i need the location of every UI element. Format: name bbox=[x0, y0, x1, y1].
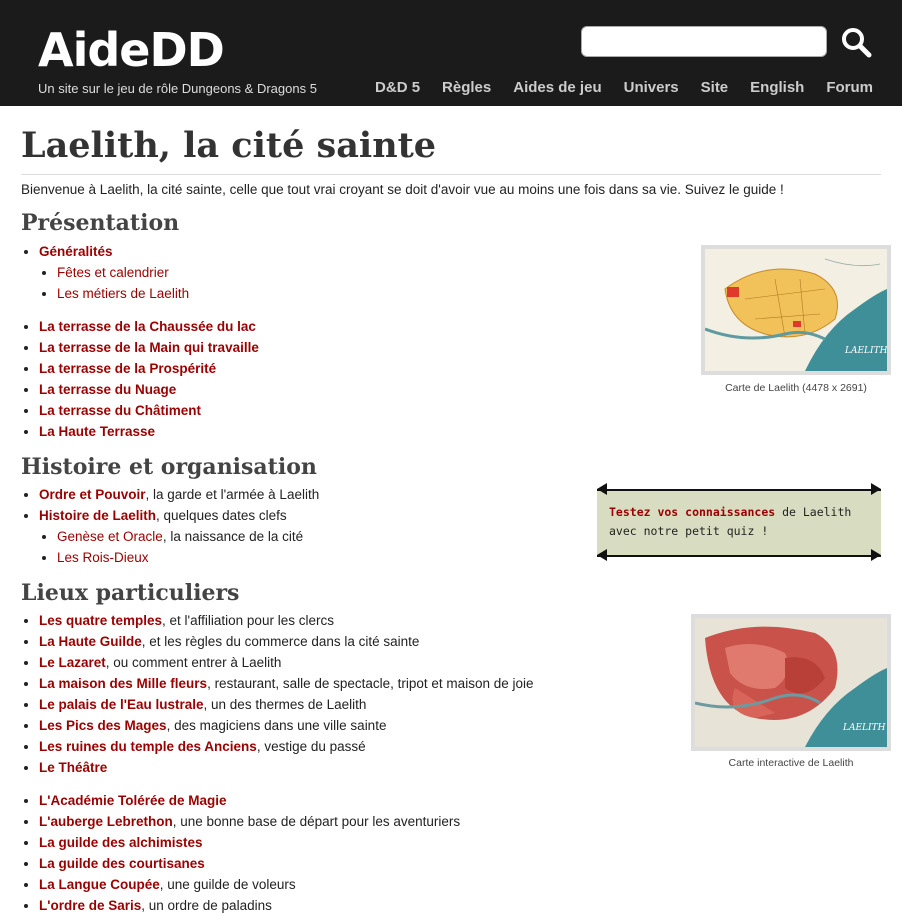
list-item bbox=[39, 673, 534, 694]
item-desc: , des magiciens dans une ville sainte bbox=[166, 718, 387, 733]
item-desc: , quelques dates clefs bbox=[156, 508, 287, 523]
map-thumbnail[interactable] bbox=[701, 245, 891, 375]
quiz-arrows-icon bbox=[597, 482, 881, 562]
list-item bbox=[39, 505, 319, 568]
link-terrasse-2[interactable]: La terrasse de la Main qui travaille bbox=[39, 340, 259, 355]
list-item bbox=[39, 895, 460, 916]
item-desc: , ou comment entrer à Laelith bbox=[105, 655, 282, 670]
link-ruines[interactable]: Les ruines du temple des Anciens bbox=[39, 739, 257, 754]
list-item bbox=[39, 694, 534, 715]
nav-forum[interactable]: Forum bbox=[826, 79, 873, 96]
heading-lieux: Lieux particuliers bbox=[21, 580, 240, 606]
list-item bbox=[39, 337, 259, 358]
link-lazaret[interactable]: Le Lazaret bbox=[39, 655, 106, 670]
link-mille-fleurs[interactable]: La maison des Mille fleurs bbox=[39, 676, 208, 691]
site-tagline: Un site sur le jeu de rôle Dungeons & Dragons 5 bbox=[38, 81, 317, 96]
list-histoire bbox=[21, 484, 319, 568]
link-rois-dieux[interactable]: Les Rois-Dieux bbox=[57, 550, 149, 565]
main-nav bbox=[353, 79, 873, 96]
map-caption: Carte de Laelith (4478 x 2691) bbox=[725, 382, 867, 394]
list-item bbox=[39, 241, 189, 304]
list-item bbox=[57, 283, 189, 304]
list-lieux-2 bbox=[21, 790, 460, 916]
list-item bbox=[57, 262, 189, 283]
link-courtisanes[interactable]: La guilde des courtisanes bbox=[39, 856, 205, 871]
link-ordre-pouvoir[interactable]: Ordre et Pouvoir bbox=[39, 487, 146, 502]
interactive-map-image bbox=[695, 618, 887, 747]
item-desc: , vestige du passé bbox=[256, 739, 366, 754]
link-genese[interactable]: Genèse et Oracle bbox=[57, 529, 163, 544]
link-terrasse-5[interactable]: La terrasse du Châtiment bbox=[39, 403, 202, 418]
link-alchimistes[interactable]: La guilde des alchimistes bbox=[39, 835, 203, 850]
nav-site[interactable]: Site bbox=[700, 79, 729, 96]
list-item bbox=[39, 400, 259, 421]
map-label: LAELITH bbox=[845, 346, 887, 356]
interactive-map-thumbnail[interactable] bbox=[691, 614, 891, 751]
site-logo[interactable]: AideDD bbox=[38, 23, 224, 77]
item-desc: , et l'affiliation pour les clercs bbox=[162, 613, 334, 628]
link-generalites[interactable]: Généralités bbox=[39, 244, 113, 259]
heading-presentation: Présentation bbox=[21, 210, 180, 236]
list-item bbox=[39, 757, 534, 778]
list-lieux bbox=[21, 610, 534, 778]
intro-text: Bienvenue à Laelith, la cité sainte, celle que tout vrai croyant se doit d'avoir vue au moins une fois dans sa vie. Suivez le guide ! bbox=[21, 182, 784, 197]
sublist-generalites bbox=[39, 262, 189, 304]
list-item bbox=[39, 484, 319, 505]
link-academie[interactable]: L'Académie Tolérée de Magie bbox=[39, 793, 227, 808]
list-item bbox=[39, 715, 534, 736]
heading-histoire: Histoire et organisation bbox=[21, 454, 317, 480]
link-terrasse-4[interactable]: La terrasse du Nuage bbox=[39, 382, 177, 397]
list-item bbox=[39, 736, 534, 757]
site-header bbox=[0, 0, 902, 106]
link-temples[interactable]: Les quatre temples bbox=[39, 613, 163, 628]
link-terrasse-1[interactable]: La terrasse de la Chaussée du lac bbox=[39, 319, 256, 334]
list-item bbox=[39, 631, 534, 652]
list-item bbox=[39, 874, 460, 895]
link-saris[interactable]: L'ordre de Saris bbox=[39, 898, 142, 913]
list-item bbox=[57, 526, 319, 547]
list-item bbox=[39, 316, 259, 337]
link-haute-guilde[interactable]: La Haute Guilde bbox=[39, 634, 142, 649]
link-langue-coupee[interactable]: La Langue Coupée bbox=[39, 877, 160, 892]
page-title: Laelith, la cité sainte bbox=[21, 122, 881, 175]
quiz-text: de Laelith avec notre petit quiz ! bbox=[609, 505, 852, 538]
item-desc: , une guilde de voleurs bbox=[159, 877, 296, 892]
link-fetes[interactable]: Fêtes et calendrier bbox=[57, 265, 169, 280]
item-desc: , un des thermes de Laelith bbox=[203, 697, 367, 712]
link-auberge[interactable]: L'auberge Lebrethon bbox=[39, 814, 173, 829]
search-icon[interactable] bbox=[840, 26, 872, 58]
link-pics-mages[interactable]: Les Pics des Mages bbox=[39, 718, 167, 733]
city-map-image bbox=[705, 249, 887, 371]
list-item bbox=[39, 379, 259, 400]
link-terrasse-6[interactable]: La Haute Terrasse bbox=[39, 424, 156, 439]
item-desc: , restaurant, salle de spectacle, tripot et maison de joie bbox=[207, 676, 534, 691]
nav-regles[interactable]: Règles bbox=[442, 79, 492, 96]
list-item bbox=[39, 832, 460, 853]
quiz-link[interactable]: Testez vos connaissances bbox=[609, 505, 776, 519]
item-desc: , une bonne base de départ pour les aventuriers bbox=[172, 814, 461, 829]
list-item bbox=[39, 811, 460, 832]
item-desc: , un ordre de paladins bbox=[141, 898, 272, 913]
figure-map bbox=[701, 245, 891, 394]
list-item bbox=[39, 853, 460, 874]
link-terrasse-3[interactable]: La terrasse de la Prospérité bbox=[39, 361, 217, 376]
list-presentation bbox=[21, 241, 189, 304]
link-eau-lustrale[interactable]: Le palais de l'Eau lustrale bbox=[39, 697, 204, 712]
item-desc: , et les règles du commerce dans la cité sainte bbox=[141, 634, 420, 649]
list-terrasses bbox=[21, 316, 259, 442]
item-desc: , la naissance de la cité bbox=[162, 529, 304, 544]
nav-english[interactable]: English bbox=[750, 79, 805, 96]
nav-aides-de-jeu[interactable]: Aides de jeu bbox=[513, 79, 602, 96]
item-desc: , la garde et l'armée à Laelith bbox=[145, 487, 320, 502]
interactive-map-caption: Carte interactive de Laelith bbox=[728, 757, 854, 769]
list-item bbox=[39, 610, 534, 631]
list-item bbox=[57, 547, 319, 568]
search-input[interactable] bbox=[581, 26, 827, 57]
map-label: LAELITH bbox=[843, 723, 886, 733]
nav-dnd5[interactable]: D&D 5 bbox=[375, 79, 421, 96]
link-histoire[interactable]: Histoire de Laelith bbox=[39, 508, 157, 523]
link-metiers[interactable]: Les métiers de Laelith bbox=[57, 286, 190, 301]
nav-univers[interactable]: Univers bbox=[623, 79, 679, 96]
sublist-histoire bbox=[39, 526, 319, 568]
list-item bbox=[39, 421, 259, 442]
figure-interactive-map bbox=[691, 614, 891, 769]
link-theatre[interactable]: Le Théâtre bbox=[39, 760, 108, 775]
list-item bbox=[39, 790, 460, 811]
list-item bbox=[39, 358, 259, 379]
list-item bbox=[39, 652, 534, 673]
